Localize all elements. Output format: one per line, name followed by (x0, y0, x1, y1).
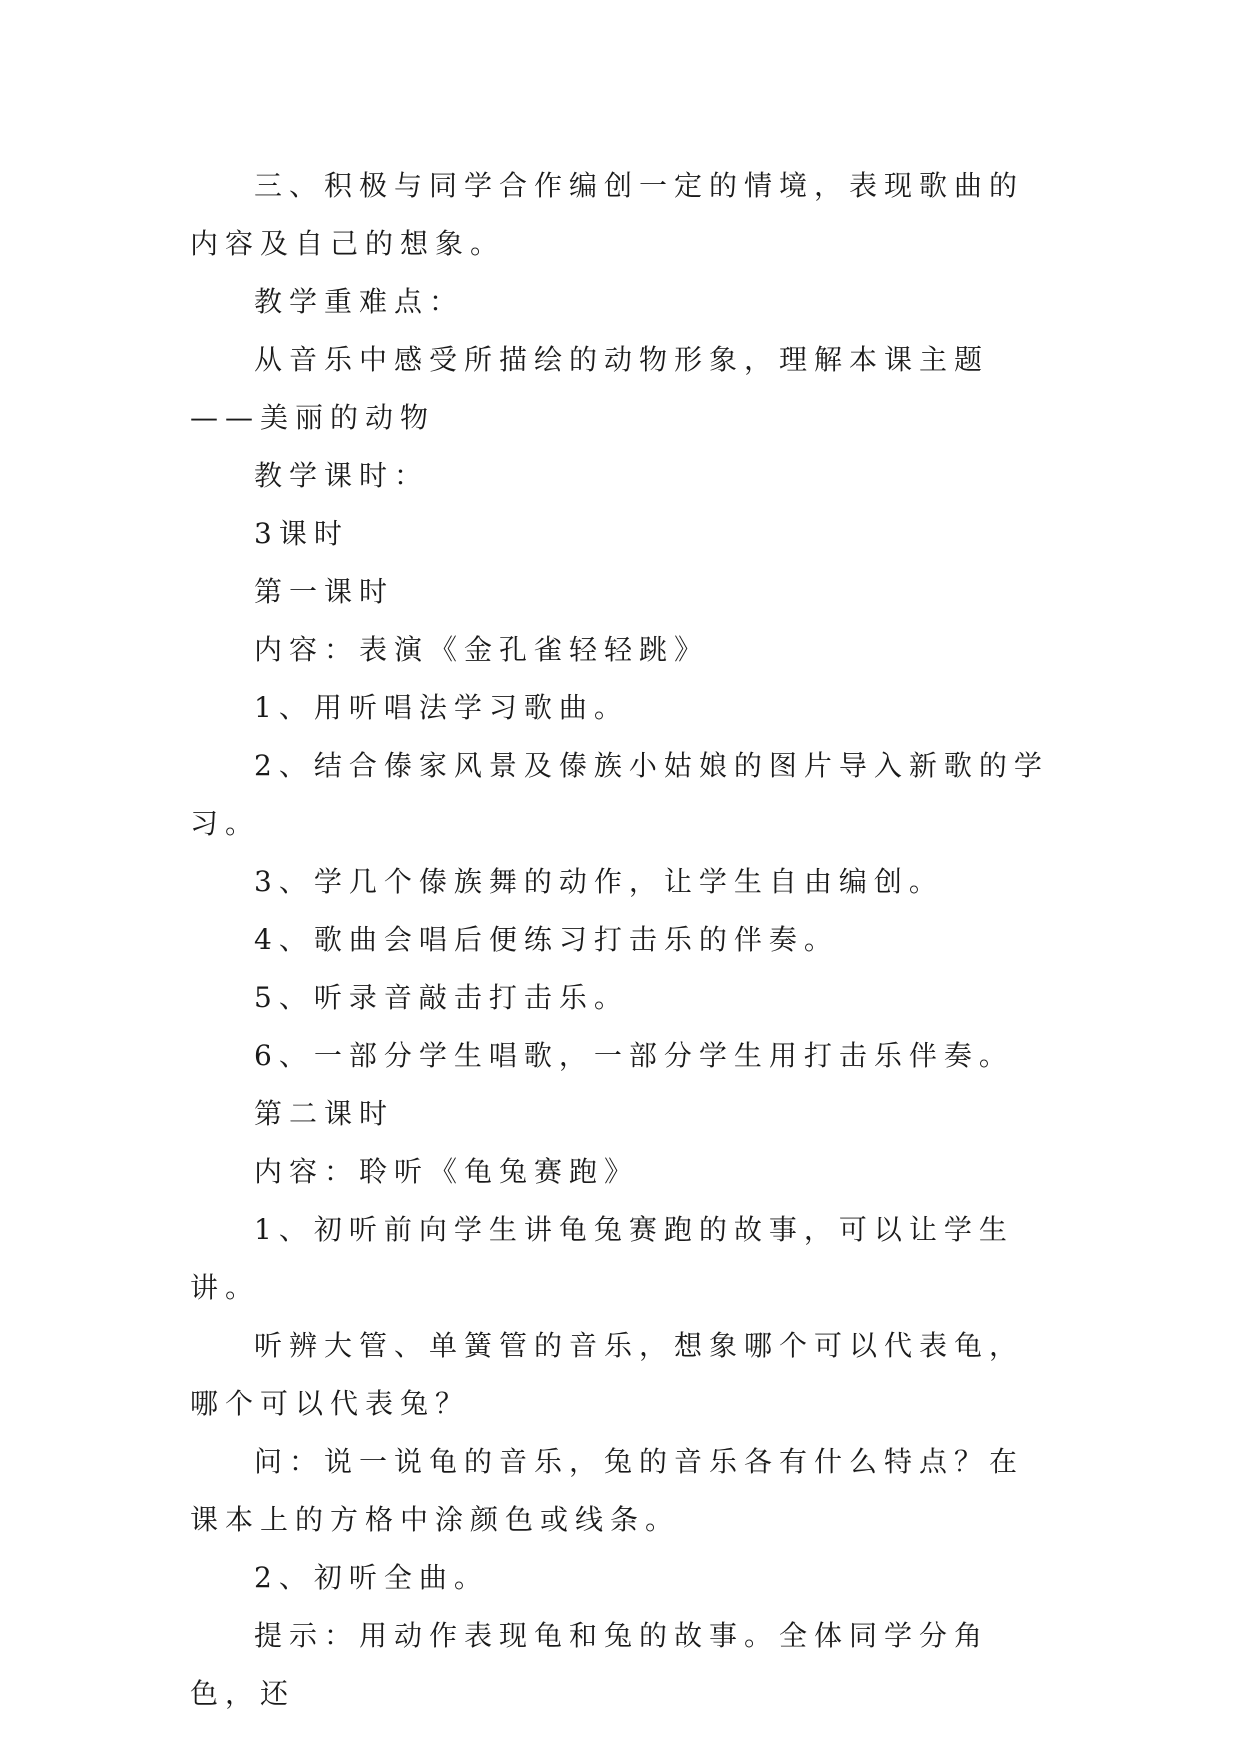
paragraph-lesson-one-heading: 第一课时 (254, 575, 395, 608)
paragraph-lesson-two-question: 问：说一说龟的音乐，兔的音乐各有什么特点？在课本上的方格中涂颜色或线条。 (190, 1445, 1025, 1536)
paragraph-lesson-one-content: 内容：表演《金孔雀轻轻跳》 (254, 633, 710, 666)
paragraph-key-points: 从音乐中感受所描绘的动物形象，理解本课主题——美丽的动物 (190, 343, 990, 434)
paragraph-goal-three: 三、积极与同学合作编创一定的情境，表现歌曲的内容及自己的想象。 (190, 169, 1025, 260)
paragraph-lesson-one-step-2: 2、结合傣家风景及傣族小姑娘的图片导入新歌的学习。 (190, 749, 1049, 840)
paragraph-lesson-one-step-4: 4、歌曲会唱后便练习打击乐的伴奏。 (254, 923, 839, 956)
paragraph-lesson-one-step-3: 3、学几个傣族舞的动作，让学生自由编创。 (254, 865, 944, 898)
paragraph-lesson-two-hint: 提示：用动作表现龟和兔的故事。全体同学分角色，还 (190, 1619, 990, 1710)
paragraph-key-points-heading: 教学重难点： (254, 285, 465, 318)
document-body (190, 157, 1050, 1723)
paragraph-lesson-two-heading: 第二课时 (254, 1097, 395, 1130)
paragraph-lesson-two-step-2: 2、初听全曲。 (254, 1561, 489, 1594)
paragraph-lesson-one-step-5: 5、听录音敲击打击乐。 (254, 981, 629, 1014)
paragraph-lesson-two-listening: 听辨大管、单簧管的音乐，想象哪个可以代表龟，哪个可以代表兔？ (190, 1329, 1025, 1420)
paragraph-lesson-one-step-6: 6、一部分学生唱歌，一部分学生用打击乐伴奏。 (254, 1039, 1014, 1072)
paragraph-lesson-two-step-1: 1、初听前向学生讲龟兔赛跑的故事，可以让学生讲。 (190, 1213, 1014, 1304)
paragraph-lesson-two-content: 内容：聆听《龟兔赛跑》 (254, 1155, 640, 1188)
paragraph-class-hours: 3课时 (254, 517, 349, 550)
paragraph-lesson-one-step-1: 1、用听唱法学习歌曲。 (254, 691, 629, 724)
paragraph-class-hours-heading: 教学课时： (254, 459, 430, 492)
